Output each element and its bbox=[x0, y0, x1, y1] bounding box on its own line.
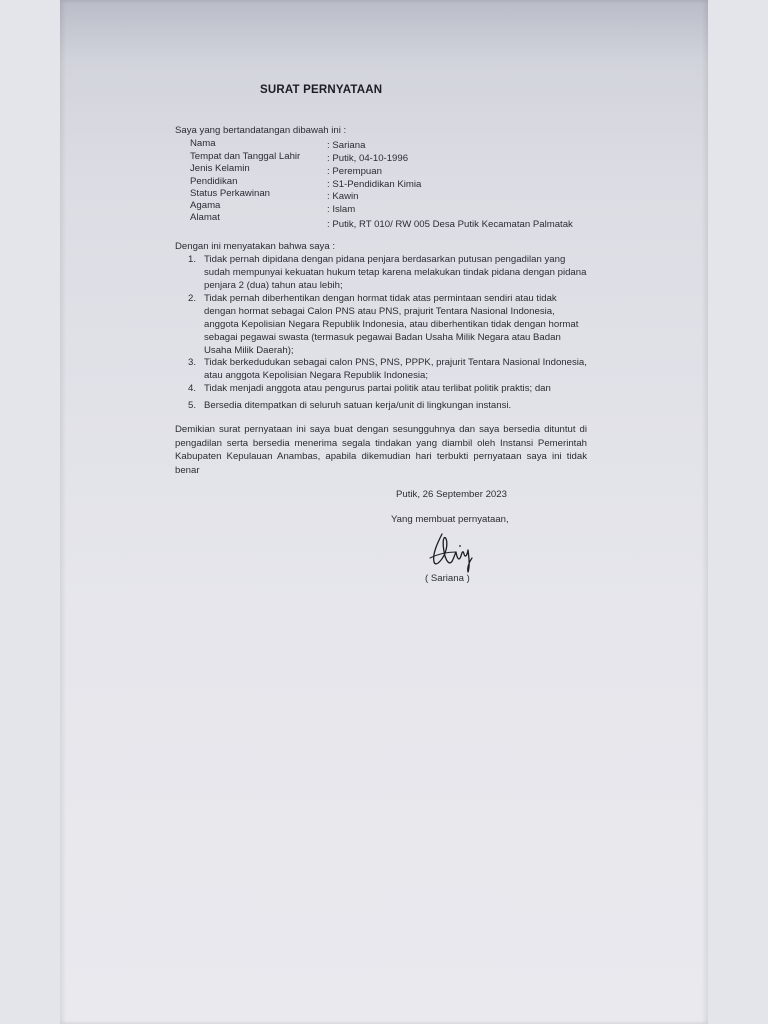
document-title: SURAT PERNYATAAN bbox=[260, 84, 383, 96]
list-text: Tidak pernah diberhentikan dengan hormat tidak atas permintaan sendiri atau tidak dengan hormat sebagai Calon PNS atau PNS, prajurit Tentara Nasional Indonesia, anggota Kepolisian Negara Republik Indonesia, atau diberhentikan tidak dengan hormat sebagai pegawai swasta (termasuk pegawai Badan Usaha Milik Negara atau Badan Usaha Milik Daerah); bbox=[204, 293, 579, 356]
list-text: Tidak menjadi anggota atau pengurus partai politik atau terlibat politik praktis; dan bbox=[204, 383, 551, 394]
field-value-nama: : Sariana bbox=[327, 140, 366, 151]
field-label-status: Status Perkawinan bbox=[190, 188, 270, 199]
maker-label: Yang membuat pernyataan, bbox=[391, 514, 509, 525]
list-text: Tidak pernah dipidana dengan pidana penjara berdasarkan putusan pengadilan yang sudah mempunyai kekuatan hukum tetap karena melakukan tindak pidana dengan pidana penjara 2 (dua) tahun atau lebih; bbox=[204, 254, 587, 291]
declaration-intro: Dengan ini menyatakan bahwa saya : bbox=[175, 241, 335, 252]
field-label-jenis-kelamin: Jenis Kelamin bbox=[190, 163, 250, 174]
list-text: Tidak berkedudukan sebagai calon PNS, PNS, PPPK, prajurit Tentara Nasional Indonesia, atau anggota Kepolisian Negara Republik Indonesia; bbox=[204, 357, 587, 381]
field-value-alamat: : Putik, RT 010/ RW 005 Desa Putik Kecamatan Palmatak bbox=[327, 219, 573, 230]
field-label-alamat: Alamat bbox=[190, 212, 220, 223]
signature-icon bbox=[426, 528, 486, 574]
place-date: Putik, 26 September 2023 bbox=[396, 489, 507, 500]
list-number: 1. bbox=[188, 254, 197, 265]
field-value-status: : Kawin bbox=[327, 191, 359, 202]
field-label-agama: Agama bbox=[190, 200, 221, 211]
field-label-pendidikan: Pendidikan bbox=[190, 176, 238, 187]
list-number: 5. bbox=[188, 400, 197, 411]
field-value-jenis-kelamin: : Perempuan bbox=[327, 166, 382, 177]
field-value-pendidikan: : S1-Pendidikan Kimia bbox=[327, 179, 422, 190]
field-label-ttl: Tempat dan Tanggal Lahir bbox=[190, 151, 301, 162]
intro-text: Saya yang bertandatangan dibawah ini : bbox=[175, 125, 347, 136]
closing-paragraph: Demikian surat pernyataan ini saya buat dengan sesungguhnya dan saya bersedia dituntut di pengadilan serta bersedia menerima segala tindakan yang diambil oleh Instansi Pemerintah Kabupaten Kepulauan Anambas, apabila dikemudian hari terbukti pernyataan saya ini tidak benar bbox=[175, 424, 587, 476]
list-text: Bersedia ditempatkan di seluruh satuan kerja/unit di lingkungan instansi. bbox=[204, 400, 512, 411]
list-number: 3. bbox=[188, 357, 197, 368]
list-number: 2. bbox=[188, 293, 197, 304]
signer-name: ( Sariana ) bbox=[425, 573, 470, 584]
field-value-ttl: : Putik, 04-10-1996 bbox=[327, 153, 409, 164]
field-value-agama: : Islam bbox=[327, 204, 356, 215]
field-label-nama: Nama bbox=[190, 138, 216, 149]
list-number: 4. bbox=[188, 383, 197, 394]
